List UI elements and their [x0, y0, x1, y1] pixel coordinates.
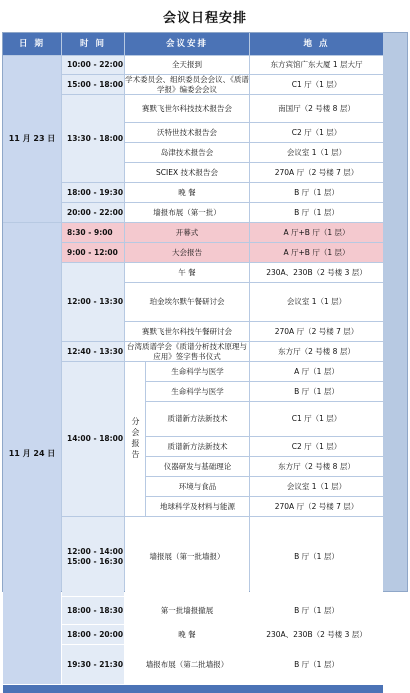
time-range: 12:00 - 14:00 — [67, 547, 124, 557]
table-row-place: B 厅（1 层） — [250, 382, 383, 401]
table-row-time: 15:00 - 18:00 — [62, 75, 124, 94]
table-row-place: C2 厅（1 层） — [250, 123, 383, 142]
table-row-agenda: 墙报展（第一批墙报） — [125, 517, 249, 596]
table-row-agenda: 第一批墙报撤展 — [125, 597, 249, 624]
table-row-place: 南国厅（2 号楼 8 层） — [250, 95, 383, 122]
time-range: 15:00 - 16:30 — [67, 556, 124, 566]
day2-date: 11 月 24 日 — [3, 223, 61, 684]
table-row-place: B 厅（1 层） — [250, 183, 383, 202]
table-row-place: 会议室 1（1 层） — [250, 283, 383, 321]
page-title: 会议日程安排 — [162, 10, 247, 26]
table-row-place: 230A、230B（2 号楼 3 层） — [250, 263, 383, 282]
table-row-agenda: 环境与食品 — [146, 477, 249, 496]
schedule-table — [2, 32, 408, 669]
table-row-time: 20:00 - 22:00 — [62, 203, 124, 222]
day1-date: 11 月 23 日 — [3, 56, 61, 222]
table-row-place: 270A 厅（2 号楼 7 层） — [250, 163, 383, 182]
table-row-agenda: 晚 餐 — [125, 625, 249, 644]
table-row-agenda: 生命科学与医学 — [146, 382, 249, 401]
table-row-agenda: 质谱新方法新技术 — [146, 437, 249, 456]
table-row-time: 12:00 - 13:30 — [62, 263, 124, 341]
table-row-agenda: 质谱新方法新技术 — [146, 402, 249, 436]
table-row-agenda: 赛默飞世尔科技技术报告会 — [125, 95, 249, 122]
table-row-time: 9:00 - 12:00 — [62, 243, 124, 262]
table-row-place: 230A、230B（2 号楼 3 层） — [250, 625, 383, 644]
table-row-place: 东方厅（2 号楼 8 层） — [250, 342, 383, 361]
table-row-time: 19:30 - 21:30 — [62, 645, 124, 684]
table-row-time: 18:00 - 18:30 — [62, 597, 124, 624]
table-row-time: 10:00 - 22:00 — [62, 56, 124, 74]
table-row-agenda: 开幕式 — [125, 223, 249, 242]
table-row-agenda: 岛津技术报告会 — [125, 143, 249, 162]
table-row-place: B 厅（1 层） — [250, 645, 383, 684]
table-row-agenda: 沃特世技术报告会 — [125, 123, 249, 142]
table-row-agenda: 生命科学与医学 — [146, 362, 249, 381]
table-row-place: A 厅（1 层） — [250, 362, 383, 381]
table-row-agenda: 午 餐 — [125, 263, 249, 282]
table-row-agenda: 学术委员会、组织委员会会议、《质谱学报》编委会会议 — [125, 75, 249, 94]
table-row-place: B 厅（1 层） — [250, 203, 383, 222]
breakout-label: 分会报告 — [125, 362, 145, 516]
header-date: 日 期 — [3, 33, 61, 55]
table-row-agenda: SCIEX 技术报告会 — [125, 163, 249, 182]
table-row-time: 8:30 - 9:00 — [62, 223, 124, 242]
table-row-time: 13:30 - 18:00 — [62, 95, 124, 182]
table-row-time — [62, 517, 124, 596]
table-row-agenda: 赛默飞世尔科技午餐研讨会 — [125, 322, 249, 341]
table-row-place: 270A 厅（2 号楼 7 层） — [250, 497, 383, 516]
table-footer-band — [3, 685, 383, 693]
table-row-agenda: 墙报布展（第二批墙报） — [125, 645, 249, 684]
table-row-place: 270A 厅（2 号楼 7 层） — [250, 322, 383, 341]
table-row-place: C2 厅（1 层） — [250, 437, 383, 456]
table-row-time: 12:40 - 13:30 — [62, 342, 124, 361]
table-row-place: 会议室 1（1 层） — [250, 143, 383, 162]
header-agenda: 会议安排 — [125, 33, 249, 55]
table-row-agenda: 墙报布展（第一批） — [125, 203, 249, 222]
table-row-agenda: 仪器研发与基础理论 — [146, 457, 249, 476]
table-row-agenda: 地球科学及材料与能源 — [146, 497, 249, 516]
header-place: 地 点 — [250, 33, 383, 55]
table-row-agenda: 台湾质谱学会《质谱分析技术原理与应用》签字售书仪式 — [127, 342, 247, 361]
table-row-agenda: 大会报告 — [125, 243, 249, 262]
table-row-place: B 厅（1 层） — [250, 517, 383, 596]
table-row-time: 14:00 - 18:00 — [62, 362, 124, 516]
table-row-place: C1 厅（1 层） — [250, 75, 383, 94]
table-row-agenda: 晚 餐 — [125, 183, 249, 202]
table-row-time: 18:00 - 20:00 — [62, 625, 124, 644]
table-row-place: 会议室 1（1 层） — [250, 477, 383, 496]
table-row-place: B 厅（1 层） — [250, 597, 383, 624]
table-row-agenda: 珀金埃尔默午餐研讨会 — [125, 283, 249, 321]
table-row-place: A 厅+B 厅（1 层） — [250, 223, 383, 242]
table-row-place: 东方厅（2 号楼 8 层） — [250, 457, 383, 476]
table-row-place: 东方宾馆广东大厦 1 层大厅 — [250, 56, 383, 74]
table-row-time: 18:00 - 19:30 — [62, 183, 124, 202]
table-row-agenda: 全天报到 — [125, 56, 249, 74]
table-row-place: C1 厅（1 层） — [250, 402, 383, 436]
table-row-place: A 厅+B 厅（1 层） — [250, 243, 383, 262]
header-time: 时 间 — [62, 33, 124, 55]
